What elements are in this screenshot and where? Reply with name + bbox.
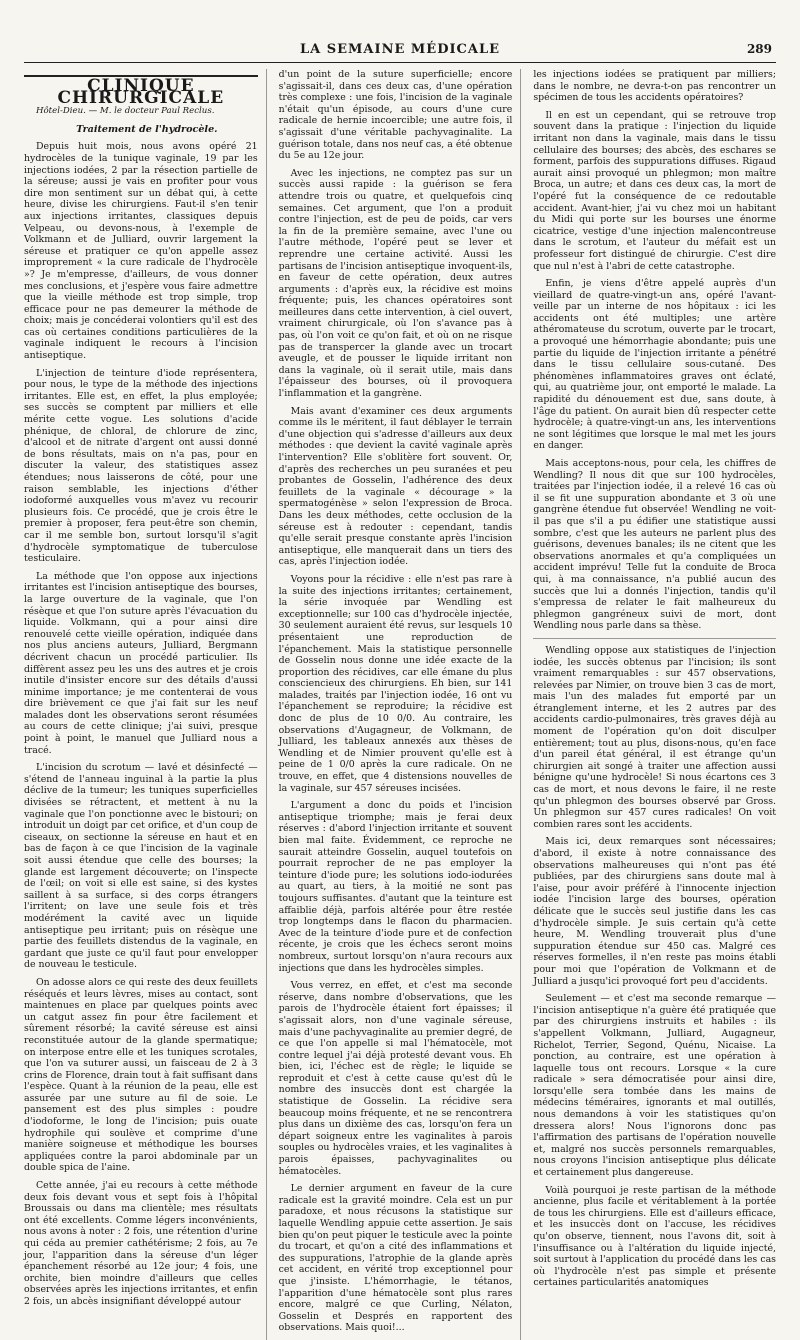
paragraph: Wendling oppose aux statistiques de l'injection iodée, les succès obtenus par l'incision; ils sont vraiment remarquables : sur 457 observations, relevées par Nimier, on trouve bien 3 cas de mort, mais l'un des malades fut emporté par un étranglement interne, et les 2 autres par des accidents cardio-pulmonaires, très graves déjà au moment de l'opération qu'on doit disculper entièrement; tout au plus, disons-nous, qu'en face d'un pareil état général, il est étrange qu'un chirurgien ait songé à traiter une affection aussi bénigne qu'une hydrocèle! Si nous écartons ces 3 cas de mort, et nous devons le faire, il ne reste qu'un phlegmon des bourses observé par Gross. Un phlegmon sur 457 cures radicales! On voit combien rares sont les accidents.	[533, 644, 776, 830]
article-subtitle: Traitement de l'hydrocèle.	[76, 123, 218, 135]
divider	[533, 638, 776, 639]
paragraph: Avec les injections, ne comptez pas sur un succès aussi rapide : la guérison se fera attendre trois ou quatre, et quelquefois cinq semaines. Cet argument, que l'on a produit contre l'injection, est de peu de poids, car vers la fin de la première semaine, avec l'une ou l'autre méthode, l'opéré peut se lever et reprendre une certaine activité. Aussi les partisans de l'incision antiseptique invoquent-ils, en faveur de cette opération, deux autres arguments : d'après eux, la récidive est moins fréquente; puis, les chances opératoires sont meilleures dans cette intervention, à ciel ouvert, vraiment chirurgicale, où l'on s'avance pas à pas, où l'on voit ce qu'on fait, et où on ne risque pas de transpercer la glande avec un trocart aveugle, et de pousser le liquide irritant non dans la vaginale, où il serait utile, mais dans l'épaisseur des bourses, où il provoquera l'inflammation et la gangrène.	[278, 167, 513, 400]
paragraph: d'un point de la suture superficielle; encore s'agissait-il, dans ces deux cas, d'une opération très complexe : une fois, l'incision de la vaginale n'était qu'un épisode, au cours d'une cure radicale de hernie incoercible; une autre fois, il s'agissait d'une véritable pachyvaginalite. La guérison totale, dans nos neuf cas, a été obtenue du 5e au 12e jour.	[278, 69, 513, 162]
paragraph: Le dernier argument en faveur de la cure radicale est la gravité moindre. Cela est un pur paradoxe, et nous récusons la statistique sur laquelle Wendling appuie cette assertion. Je sais bien qu'on peut piquer le testicule avec la pointe du trocart, et qu'on a cité des inflammations et des suppurations, l'atrophie de la glande après cet accident, en vérité trop exceptionnel pour que j'insiste. L'hémorrhagie, le tétanos, l'apparition d'une hématocèle sont plus rares encore, malgré ce que Curling, Nélaton, Gosselin et Després en rapportent des observations. Mais quoi!...	[278, 1183, 513, 1334]
paragraph: Vous verrez, en effet, et c'est ma seconde réserve, dans nombre d'observations, que les parois de l'hydrocèle étaient fort épaisses; il s'agissait alors, non d'une vaginale séreuse, mais d'une pachyvaginalite au premier degré, de ce que l'on appelle si mal l'hématocèle, mot contre lequel j'ai déjà protesté devant vous. Eh bien, ici, l'échec est de règle; le liquide se reproduit et c'est à cette cause qu'est dû le nombre des insuccès dont est chargée la statistique de Gosselin. La récidive sera beaucoup moins fréquente, et ne se rencontrera plus dans un dixième des cas, lorsqu'on fera un départ soigneux entre les vaginalites à parois souples ou hydrocèles vraies, et les vaginalites à parois épaisses, pachyvaginalites ou hématocèles.	[278, 980, 513, 1177]
paragraph: L'incision du scrotum — lavé et désinfecté — s'étend de l'anneau inguinal à la partie la plus déclive de la tumeur; les tuniques superficielles divisées se rétractent, et mettent à nu la vaginale que l'on ponctionne avec le bistouri; on introduit un doigt par cet orifice, et d'un coup de ciseaux, on sectionne la séreuse en haut et en bas de façon à ce que l'incision de la vaginale soit aussi étendue que celle des bourses; la glande est largement découverte; on l'inspecte de l'œil; on voit si elle est saine, si des kystes saillent à sa surface, si des corps étrangers l'irritent; on lave une seule fois et très modérément la cavité avec un liquide antiseptique peu irritant; puis on résèque une partie des feuillets distendus de la vaginale, en gardant que juste ce qu'il faut pour envelopper de nouveau le testicule.	[24, 762, 258, 971]
column-1	[24, 69, 267, 1340]
column-3	[533, 69, 776, 1340]
paragraph: Il en est un cependant, qui se retrouve trop souvent dans la pratique : l'injection du liquide irritant non dans la vaginale, mais dans le tissu cellulaire des bourses; des abcès, des eschares se forment, parfois des suppurations diffuses. Rigaud aurait ainsi provoqué un phlegmon; mon maître Broca, un autre; et dans ces deux cas, la mort de l'opéré fut la conséquence de ce redoutable accident. Avant-hier, j'ai vu chez moi un habitant du Midi qui porte sur les bourses une énorme cicatrice, vestige d'une injection malencontreuse dans le scrotum, et l'auteur du méfait est un professeur fort distingué de chirurgie. C'est dire que nul n'est à l'abri de cette catastrophe.	[533, 109, 776, 272]
page-number: 289	[746, 42, 772, 56]
paragraph: Voyons pour la récidive : elle n'est pas rare à la suite des injections irritantes; certainement, la série invoquée par Wendling est exceptionnelle; sur 100 cas d'hydrocèle injectée, 30 seulement auraient été revus, sur lesquels 10 présentaient une reproduction de l'épanchement. Mais la statistique personnelle de Gosselin nous donne une idée exacte de la proportion des récidives, car elle émane du plus consciencieux des chirurgiens. Eh bien, sur 141 malades, traités par l'injection iodée, 16 ont vu l'épanchement se reproduire; la récidive est donc de plus de 10 0/0. Au contraire, les observations d'Augagneur, de Volkmann, de Julliard, les tableaux annexés aux thèses de Wendling et de Nimier prouvent qu'elle est à peine de 1 0/0 après la cure radicale. On ne trouve, en effet, que 4 distensions nouvelles de la vaginale, sur 457 séreuses incisées.	[278, 573, 513, 794]
paragraph: Voilà pourquoi je reste partisan de la méthode ancienne, plus facile et véritablement à la portée de tous les chirurgiens. Elle est d'ailleurs efficace, et les insuccès dont on l'accuse, les récidives qu'on observe, tiennent, nous l'avons dit, soit à l'insuffisance ou à l'altération du liquide injecté, soit surtout à l'application du procédé dans les cas où l'hydrocèle n'est pas simple et présente certaines particularités anatomiques	[533, 1184, 776, 1289]
column-2	[279, 69, 522, 1340]
paragraph: L'argument a donc du poids et l'incision antiseptique triomphe; mais je ferai deux réserves : d'abord l'injection irritante et souvent bien mal faite. Évidemment, ce reproche ne saurait atteindre Gosselin, auquel toutefois on pourrait reprocher de ne pas employer la teinture d'iode pure; les solutions iodo-iodurées au quart, au tiers, à la moitié ne sont pas toujours suffisantes. d'autant que la teinture est affaiblie déjà, parfois altérée pour être restée trop longtemps dans le flacon du pharmacien. Avec de la teinture d'iode pure et de confection récente, je crois que les échecs seront moins nombreux, surtout lorsqu'on n'aura recours aux injections que dans les hydrocèles simples.	[278, 800, 513, 974]
paragraph: Seulement — et c'est ma seconde remarque — l'incision antiseptique n'a guère été pratiquée que par des chirurgiens instruits et habiles : ils s'appellent Volkmann, Julliard, Augagneur, Richelot, Terrier, Segond, Quénu, Nicaise. La ponction, au contraire, est une opération à laquelle tous ont recours. Lorsque « la cure radicale » sera démocratisée pour ainsi dire, lorsqu'elle sera tombée dans les mains de médecins téméraires, ignorants et mal outillés, nous demandons à voir les statistiques qu'on dressera alors! Nous l'ignorons donc pas l'affirmation des partisans de l'opération nouvelle et, malgré nos succès personnels remarquables, nous croyons l'incision antiseptique plus délicate et certainement plus dangereuse.	[533, 993, 776, 1179]
paragraph: On adosse alors ce qui reste des deux feuillets réséqués et leurs lèvres, mises au contact, sont maintenues en place par quelques points avec un catgut assez fin pour être facilement et sûrement résorbé; la cavité séreuse est ainsi reconstituée autour de la glande spermatique; on interpose entre elle et les tuniques scrotales, que l'on va suturer aussi, un faisceau de 2 à 3 crins de Florence, drain tout à fait suffisant dans l'espèce. Quant à la réunion de la peau, elle est assurée par une suture au fil de soie. Le pansement est des plus simples : poudre d'iodoforme, le long de l'incision; puis ouate hydrophile qui soulève et comprime d'une manière soigneuse et méthodique les bourses appliquées contre la paroi abdominale par un double spica de l'aine.	[24, 976, 258, 1174]
paragraph: La méthode que l'on oppose aux injections irritantes est l'incision antiseptique des bourses, la large ouverture de la vaginale, que l'on résèque et que l'on suture après l'évacuation du liquide. Volkmann, qui a pour ainsi dire renouvelé cette vieille opération, indiquée dans nos plus anciens auteurs, Julliard, Bergmann décrivent chacun un procédé particulier. Ils diffèrent assez peu les uns des autres et je crois inutile d'insister encore sur des détails d'aussi minime importance; je me contenterai de vous dire brièvement ce que j'ai fait sur les neuf malades dont les observations seront résumées au cours de cette clinique; j'ai suivi, presque point à point, le manuel que Julliard nous a tracé.	[24, 570, 258, 756]
article-columns	[24, 69, 776, 1334]
byline: Hôtel-Dieu. — M. le docteur Paul Reclus.	[36, 106, 215, 117]
paragraph: Cette année, j'ai eu recours à cette méthode deux fois devant vous et sept fois à l'hôpital Broussais ou dans ma clientèle; mes résultats ont été excellents. Comme légers inconvénients, nous avons à noter : 2 fois, une rétention d'urine qui céda au premier cathétérisme; 2 fois, au 7e jour, l'apparition dans la séreuse d'un léger épanchement résorbé au 12e jour; 4 fois, une orchite, bien moindre d'ailleurs que celles observées après les injections irritantes, et enfin 2 fois, un abcès insignifiant développé autour	[24, 1180, 258, 1307]
paragraph: Mais avant d'examiner ces deux arguments comme ils le méritent, il faut déblayer le terrain d'une objection qui s'adresse d'ailleurs aux deux méthodes : que devient la cavité vaginale après l'intervention? Elle s'oblitère fort souvent. Or, d'après des recherches un peu suranées et peu probantes de Gosselin, l'adhérence des deux feuillets de la vaginale « décourage » la spermatogénèse » selon l'expression de Broca. Dans les deux méthodes, cette occlusion de la séreuse est à redouter : cependant, tandis qu'elle serait presque constante après l'incision antiseptique, elle manquerait dans un tiers des cas, après l'injection iodée.	[278, 405, 513, 568]
journal-title: LA SEMAINE MÉDICALE	[299, 42, 501, 57]
paragraph: les injections iodées se pratiquent par milliers; dans le nombre, ne devra-t-on pas rencontrer un spécimen de tous les accidents opératoires?	[533, 69, 776, 104]
paragraph: L'injection de teinture d'iode représentera, pour nous, le type de la méthode des injections irritantes. Elle est, en effet, la plus employée; ses succès se comptent par milliers et elle mérite cette vogue. Les solutions d'acide phénique, de chloral, de chlorure de zinc, d'alcool et de nitrate d'argent ont aussi donné de bons résultats, mais on n'a pas, pour en discuter la valeur, des statistiques assez étendues; nous laisserons de côté, pour une raison semblable, les injections d'éther iodoformé auxquelles vous m'avez vu recourir plusieurs fois. Ce procédé, que je crois être le premier à proposer, fera peut-être son chemin, car il me semble bon, surtout lorsqu'il s'agit d'hydrocèle symptomatique de tuberculose testiculaire.	[24, 367, 258, 565]
paragraph: Depuis huit mois, nous avons opéré 21 hydrocèles de la tunique vaginale, 19 par les injections iodées, 2 par la résection partielle de la séreuse; aussi je vais en profiter pour vous dire mon sentiment sur un débat qui, à cette heure, divise les chirurgiens. Faut-il s'en tenir aux injections irritantes, classiques depuis Velpeau, ou devons-nous, à l'exemple de Volkmann et de Julliard, ouvrir largement la séreuse et pratiquer ce qu'on appelle assez improprement « la cure radicale de l'hydrocèle »? Je m'empresse, d'ailleurs, de vous donner mes conclusions, et j'espère vous faire admettre que la vieille méthode est trop simple, trop efficace pour ne pas demeurer la méthode de choix; mais je concéderai volontiers qu'il est des cas où certaines conditions particulières de la vaginale indiquent le recours à l'incision antiseptique.	[24, 141, 258, 362]
paragraph: Mais acceptons-nous, pour cela, les chiffres de Wendling? Il nous dit que sur 100 hydrocèles, traitées par l'injection iodée, il a relevé 16 cas où il se fit une suppuration abondante et 3 où une gangrène étendue fut observée! Wendling ne voit-il pas que s'il a pu édifier une statistique aussi sombre, c'est que les auteurs ne parlent plus des guérisons, devenues banales; ils ne citent que les observations anormales et qu'a compliquées un accident imprévu! Telle fut la conduite de Broca qui, à ma connaissance, n'a publié aucun des succès que lui a donnés l'injection, tandis qu'il s'empressa de relater le fait malheureux du phlegmon gangréneux suivi de mort, dont Wendling nous parle dans sa thèse.	[533, 458, 776, 632]
running-header	[24, 40, 776, 63]
paragraph: Mais ici, deux remarques sont nécessaires; d'abord, il existe à notre connaissance des observations malheureuses qui n'ont pas été publiées, par des chirurgiens sans doute mal à l'aise, pour avoir préféré à l'innocente injection iodée l'incision large des bourses, opération délicate que le succès seul justifie dans les cas d'hydrocèle simple. Je suis certain qu'à cette heure, M. Wendling trouverait plus d'une suppuration étendue sur 450 cas. Malgré ces réserves formelles, il n'en reste pas moins établi pour moi que l'opération de Volkmann et de Julliard a jusqu'ici provoqué fort peu d'accidents.	[533, 836, 776, 987]
section-title: CLINIQUE CHIRURGICALE	[24, 75, 258, 104]
paragraph: Enfin, je viens d'être appelé auprès d'un vieillard de quatre-vingt-un ans, opéré l'avant-veille par un interne de nos hôpitaux : ici les accidents ont été multiples; une artère athéromateuse du scrotum, ouverte par le trocart, a provoqué une hémorrhagie abondante; puis une partie du liquide de l'injection irritante a pénétré dans le tissu cellulaire sous-cutané. Des phénomènes inflammatoires graves ont éclaté, qui, au quatrième jour, ont emporté le malade. La rapidité du dénouement est due, sans doute, à l'âge du patient. On aurait bien dû respecter cette hydrocèle; à quatre-vingt-un ans, les interventions ne sont légitimes que lorsque le mal met les jours en danger.	[533, 278, 776, 452]
